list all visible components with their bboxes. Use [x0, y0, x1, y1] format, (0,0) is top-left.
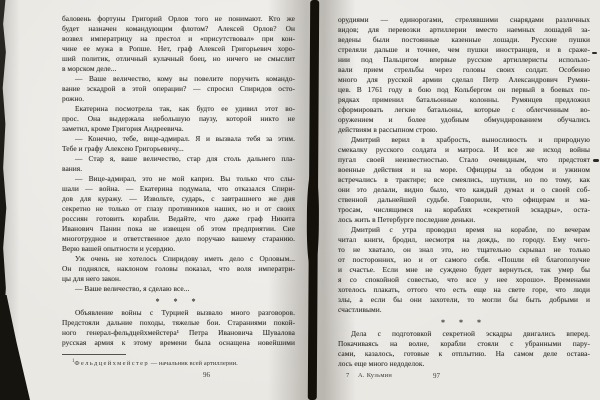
text-line: тросам, числящимся на кораблях «секретной эскадры», оста-	[338, 205, 590, 214]
text-line: шали — война. — Екатерина подумала, что отказался Спири-	[62, 184, 295, 193]
book-gutter	[308, 0, 319, 400]
text-line: читал книги, бродил, несмотря на дождь, по городу. Ему чего-	[338, 235, 590, 244]
text-line: смекалку русского солдата и матроса. И все же исход войны	[338, 145, 590, 154]
printer-signature-number: 7	[346, 372, 350, 379]
text-line: баловень фортуны Григорий Орлов того не понимают. Кто же	[62, 14, 295, 23]
text-line: возвел императрицу на престол и «присутствовал» при кон-	[62, 34, 295, 43]
text-line: Екатерина посмотрела так, как будто ее удивил этот во-	[75, 104, 295, 113]
printer-signature-name: А. Кузьмин	[358, 372, 393, 379]
text-line: стреляли дальше и точнее, чем пушки иностранцев, и в сраже-	[338, 45, 590, 54]
left-page	[62, 14, 295, 379]
footnote-term: Фельдцейхмейстер	[74, 360, 149, 366]
text-line: лось еще много недоделок.	[338, 359, 425, 368]
text-line: вали прием стрельбы через головы своих солдат. Особенно	[338, 65, 590, 74]
text-line: — Вице-адмирал, это не мой каприз. Вы только что слы-	[75, 174, 295, 183]
text-line: то не хватало, он знал это, но тщательно скрывал не только	[338, 245, 590, 254]
text-line: рядках применил батальонные колонны. Румянцев предложил	[338, 95, 590, 104]
text-line: цы для него закон.	[62, 274, 121, 283]
text-line: действиям в рассыпном строю.	[338, 125, 438, 134]
text-line: — Конечно, тебе, вице-адмирал. Я и вызвала тебя за этим.	[75, 134, 295, 143]
footnote	[62, 357, 295, 366]
text-line: много для русской армии сделал Петр Александрович Румян-	[338, 75, 590, 84]
text-line: Предстояли дальние походы, тяжелые бои. Стараниями покой-	[62, 318, 295, 327]
text-line: сами, казалось, готовые к отплытию. На самом деле остава-	[338, 349, 590, 358]
text-line: орудиями — единорогами, стрелявшими снарядами различных	[338, 15, 590, 24]
right-page-body-top	[338, 15, 590, 315]
scan-speck	[593, 159, 599, 162]
text-line: цев. В 1761 году в бою под Кольбергом он первый в боевых по-	[338, 85, 590, 94]
text-line: злы, а если бы они захотели, то могли бы быть добрыми и	[338, 295, 590, 304]
section-separator: * * *	[441, 318, 487, 327]
page-number: 97	[433, 372, 440, 380]
text-line: военные действия и на море. Офицеры за обедом и ужином	[338, 165, 590, 174]
footnote-rule	[62, 354, 126, 355]
text-line: от посторонних, но и от самого себя. «Пошли ей благополучие	[338, 255, 590, 264]
text-line: вание эскадрой в этой операции? — спросил Спиридов осто-	[62, 84, 295, 93]
text-line: оружением и более удобным обмундированием обучались	[338, 115, 590, 124]
text-line: русская армия к этому времени была оснащена новейшими	[62, 338, 295, 347]
text-line: хотелось плакать, оттого что есть еще на свете горе, что люди	[338, 285, 590, 294]
text-line: лось жить в Петербурге последние деньки.	[338, 215, 476, 224]
left-page-body-top	[62, 14, 295, 294]
text-line: ного генерал-фельдцейхмейстера¹ Петра Ивановича Шувалова	[62, 328, 295, 337]
text-line: нии под Пальцигом впервые русские артиллеристы использо-	[338, 55, 590, 64]
footnote-marker: 1	[72, 359, 75, 364]
left-page-body-bottom	[62, 308, 295, 348]
text-line: Тебе и графу Алексею Григорьевичу...	[62, 144, 184, 153]
text-line: вания.	[62, 164, 83, 173]
text-line: и счастье. Если мне не суждено будет вернуться, так умер бы	[338, 265, 590, 274]
text-line: — Ваше величество, я сделаю все...	[75, 284, 190, 293]
text-line: ственной дальнейшей судьбе. Говорили, что офицерам и ма-	[338, 195, 590, 204]
text-line: пугал своей неизвестностью. Стало очевидным, что предстоят	[338, 155, 590, 164]
text-line: сформировать легкие батальоны, которые с облегченным во-	[338, 105, 590, 114]
text-line: они это делали, видно было, что каждый думал и о своей соб-	[338, 185, 590, 194]
text-line: встречались в трактире; все смеялись, шутили, но по тому, как	[338, 175, 590, 184]
text-line: Дмитрий верил в храбрость, выносливость и природную	[351, 135, 590, 144]
text-line: рожно.	[62, 94, 85, 103]
text-line: видов; для перевозки артиллерии вместо наемных лошадей за-	[338, 25, 590, 34]
text-line: — Ваше величество, кому вы повелите поручить командо-	[75, 74, 295, 83]
text-line: счастливыми.	[338, 305, 382, 314]
footnote-text: — начальник всей артиллерии.	[148, 360, 238, 366]
text-line: многотрудное и ответственное дело поручаю вашему старанию.	[62, 234, 295, 243]
text-line: Покачиваясь на волне, корабли стояли с убранными пару-	[338, 339, 590, 348]
text-line: прос. Она выдержала небольшую паузу, которой никто не	[62, 114, 295, 123]
scan-speck	[592, 52, 597, 54]
text-line: Дела с подготовкой секретной эскадры двигались вперед.	[351, 329, 590, 338]
page-number: 96	[203, 371, 210, 379]
text-line: будет назначен командующим флотом? Алексей Орлов? Он	[62, 24, 295, 33]
text-line: заметил, кроме Григория Андреевича.	[62, 124, 184, 133]
text-line: ший политик, отличный кулачный боец, но ничего не смыслит	[62, 54, 295, 63]
text-line: секретно не только от глазу противников наших, но и от своих	[62, 204, 295, 213]
right-page-body-bottom	[338, 329, 590, 369]
text-line: ведены были постоянные казенные лошади. Русские пушки	[338, 35, 590, 44]
text-line: чине ее мужа в Ропше. Нет, граф Алексей Григорьевич хоро-	[62, 44, 295, 53]
text-line: россиян готовить корабли. Ведайте, что даже граф Никита	[62, 214, 295, 223]
right-page	[338, 15, 590, 383]
text-line: — Стар я, ваше величество, стар для столь дальнего пла-	[75, 154, 295, 163]
scan-shadow-blob	[0, 295, 30, 400]
text-line: Объявление войны с Турцией вызвало много разговоров.	[75, 308, 295, 317]
text-line: в морском деле...	[62, 64, 117, 73]
page-footer	[338, 372, 590, 383]
text-line: Дмитрий с утра проводил время на корабле, по вечерам	[351, 225, 590, 234]
text-line: дов для куражу. — Извольте, сударь, с завтрашнего же дня	[62, 194, 295, 203]
text-line: я со спокойной совестью, что все у нее хорошо». Временами	[338, 275, 590, 284]
section-separator: * * *	[155, 297, 202, 306]
text-line: Верю вашей опытности и усердию.	[62, 244, 176, 253]
text-line: Он поднялся, наклоном головы показал, что воля императри-	[62, 264, 295, 273]
text-line: Иванович Панин пока не извещен об этом предприятии. Сие	[62, 224, 295, 233]
text-line: Уж очень не хотелось Спиридову иметь дело с Орловым...	[75, 254, 295, 263]
